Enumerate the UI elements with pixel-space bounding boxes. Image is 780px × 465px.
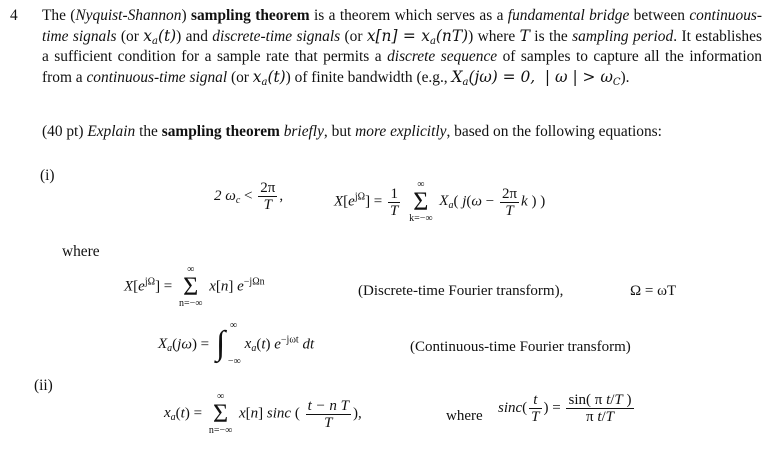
- text-fundamental-bridge: fundamental bridge: [507, 7, 630, 24]
- equation-sinc-definition: sinc( $\frac{t}{T}$ ) = $\frac{\text{sin( π t/T )}}{\text{π t/T}}$: [498, 392, 632, 425]
- text-sampling-period: sampling period: [572, 28, 674, 45]
- text-establishes: . It establishes a sufficient condition for a sample rate that permits a: [42, 28, 762, 65]
- label-ctft: (Continuous-time Fourier transform): [410, 339, 631, 355]
- label-part-ii: (ii): [34, 377, 53, 394]
- text-the-2: the: [139, 123, 158, 140]
- points-label: (40 pt): [42, 123, 84, 140]
- equation-ctft: $X_a(j\omega)$ = ∫ ∞ −∞ $x_a(t)$ $e^{-j\omega t}$ dt: [158, 320, 315, 367]
- omega-relation: Ω = ωT: [630, 283, 677, 299]
- text-eg-close: ).: [620, 69, 630, 86]
- text-sampling-theorem: sampling theorem: [190, 7, 310, 24]
- equation-dtft: $X[e^{j\Omega}]$ = ∞ Σ n=−∞ x[n] $e^{-j\Omega n}$: [124, 264, 265, 309]
- math-bandlimit: $X_a(j\omega) = 0$, | ω | > $\omega_C$: [451, 68, 621, 88]
- text-of-samples: of samples: [502, 48, 571, 65]
- label-where-sinc: where: [446, 408, 483, 424]
- text-between: between: [633, 7, 685, 24]
- label-part-i: (i): [40, 167, 55, 184]
- text-nyquist-shannon: Nyquist-Shannon: [75, 7, 182, 24]
- text-the: The (: [42, 7, 76, 24]
- text-where: ) where: [468, 28, 516, 45]
- text-serves: is a theorem which serves as a: [314, 7, 504, 24]
- text-continuous-time-signal: continuous-time signal: [86, 69, 228, 86]
- problem-statement: [10, 6, 762, 88]
- math-xa-t-2: $x_a(t)$: [252, 68, 286, 88]
- text-to-capture: to capture all the information from a: [42, 48, 762, 86]
- text-discrete-sequence: discrete sequence: [387, 48, 498, 65]
- label-where: where: [62, 243, 100, 260]
- text-discrete-time-signals: discrete-time signals: [212, 28, 341, 45]
- math-xn-eq: $x[n] = x_a(nT)$: [366, 27, 469, 47]
- equation-sampling-condition: 2 $\omega_c$ < $\frac{2\pi}{T}$ ,: [214, 180, 284, 213]
- equation-reconstruction: $x_a(t)$ = ∞ Σ n=−∞ x[n] sinc ( $\frac{\text{t − n T}}{T}$ ),: [164, 391, 362, 436]
- label-dtft: (Discrete-time Fourier transform),: [358, 283, 564, 299]
- question-number: 4: [10, 7, 18, 24]
- text-but: , but: [323, 123, 352, 140]
- text-sampling-theorem-2: sampling theorem: [161, 123, 280, 140]
- text-or: (or: [120, 28, 139, 45]
- text-or-2: (or: [344, 28, 363, 45]
- text-and: ) and: [176, 28, 208, 45]
- text-is-the: is the: [534, 28, 568, 45]
- text-rest: , based on the following equations:: [446, 123, 662, 140]
- text-continuous-time-signals: continuous-time signals: [42, 7, 762, 45]
- text-finite-bandwidth: ) of finite bandwidth (e.g.,: [285, 69, 448, 86]
- math-xa-t: $x_a(t)$: [143, 27, 177, 47]
- text-or-3: (or: [230, 69, 249, 86]
- equation-spectrum-replica: $X[e^{j\Omega}]$ = $\frac{1}{T}$ ∞ Σ k=−∞ $X_a$( j(ω − $\frac{2\pi}{T}$ k ) ): [334, 179, 546, 224]
- task-instruction: [42, 122, 767, 142]
- text-briefly: briefly: [283, 123, 324, 140]
- math-T: T: [519, 27, 530, 45]
- text-more-explicitly: more explicitly: [355, 123, 447, 140]
- text-explain: Explain: [87, 123, 136, 140]
- text-paren-close: ): [181, 7, 187, 24]
